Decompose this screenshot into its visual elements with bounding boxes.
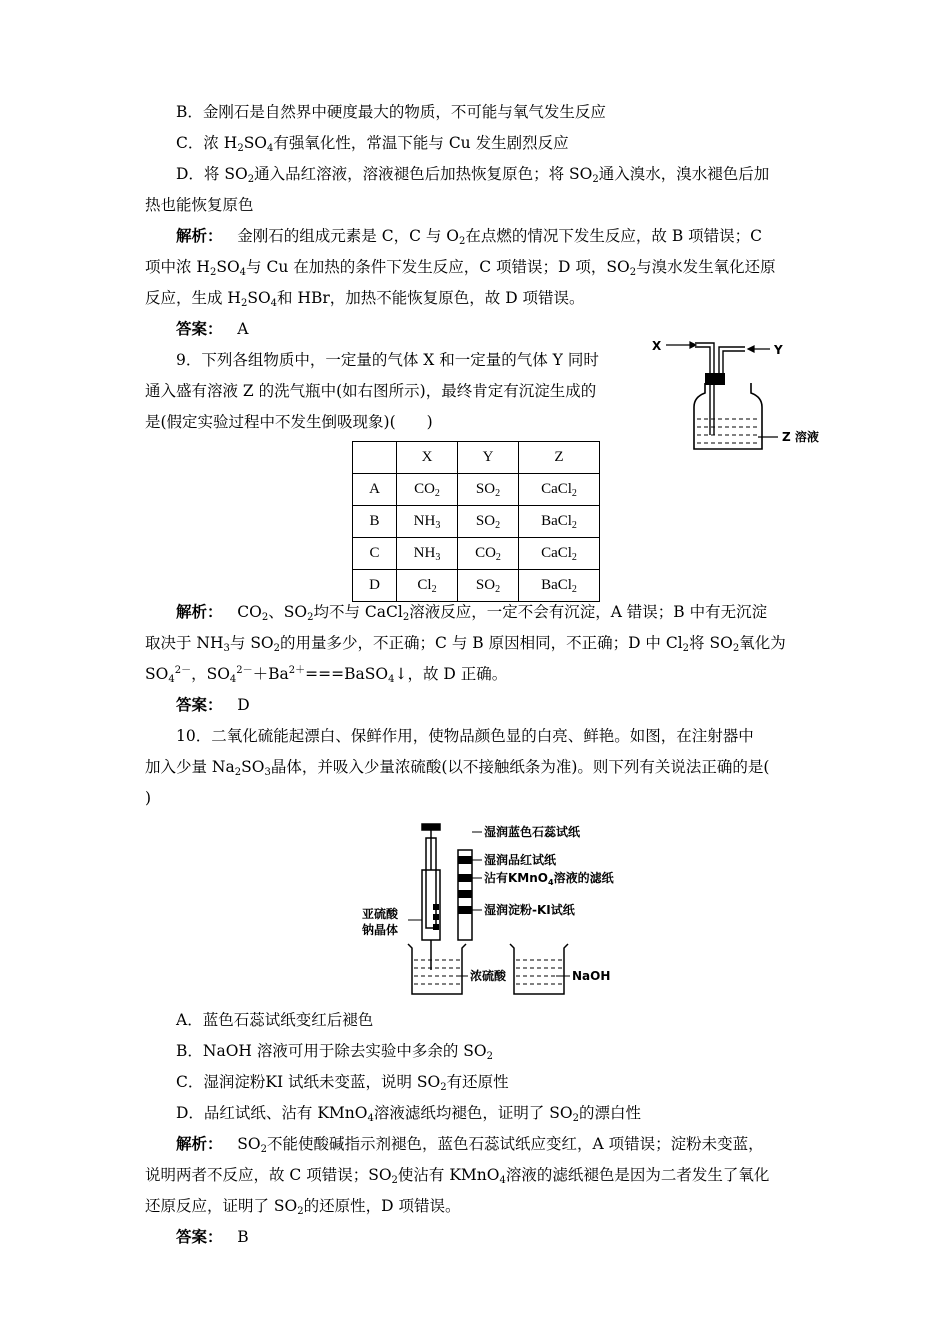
- table-cell: $SO_2$: [458, 474, 519, 506]
- q8-option-c: C．浓 $H_2SO_4$有强氧化性，常温下能与 Cu 发生剧烈反应: [176, 134, 569, 154]
- label-conc-sulfuric: 浓硫酸: [470, 969, 507, 983]
- q10-option-b: B．NaOH 溶液可用于除去实验中多余的 $SO_2$: [176, 1042, 493, 1062]
- table-cell: BaCl$_2$: [519, 506, 600, 538]
- table-header-cell: Y: [458, 442, 519, 474]
- table-cell: $Cl_2$: [397, 570, 458, 602]
- wash-bottle-figure: [650, 335, 820, 455]
- table-cell: $NH_3$: [397, 506, 458, 538]
- q10-stem-line1: 10．二氧化硫能起漂白、保鲜作用，使物品颜色显的白亮、鲜艳。如图，在注射器中: [176, 727, 754, 745]
- outlet-tube: [719, 347, 745, 383]
- q9-explanation-line2: 取决于 $NH_3$与 $SO_2$的用量多少，不正确；C 与 B 原因相同，不正确；D 中 $Cl_2$将 $SO_2$氧化为: [145, 634, 786, 654]
- q10-option-d: D．品红试纸、沾有 KMnO$_4$溶液滤纸均褪色，证明了 $SO_2$的漂白性: [176, 1104, 642, 1124]
- beaker-left: [408, 944, 466, 994]
- bottle-outline: [694, 383, 762, 449]
- q10-option-c: C．湿润淀粉KI 试纸未变蓝，说明 $SO_2$有还原性: [176, 1073, 509, 1093]
- beaker-right: [510, 944, 568, 994]
- q9-explanation: 解析： $CO_2$、$SO_2$均不与 CaCl$_2$溶液反应，一定不会有沉淀，A 错误；B 中有无沉淀: [176, 602, 768, 623]
- table-cell: A: [353, 474, 397, 506]
- label-sulfite-1: 亚硫酸: [362, 907, 399, 921]
- table-header-cell: Z: [519, 442, 600, 474]
- tube-bands: [458, 856, 472, 914]
- q10-answer: 答案： B: [176, 1227, 249, 1246]
- q9-stem-line2: 通入盛有溶液 Z 的洗气瓶中(如右图所示)，最终肯定有沉淀生成的: [145, 382, 597, 400]
- beaker-right-liquid: [516, 960, 562, 984]
- syringe-experiment-figure: [360, 820, 640, 1000]
- q8-explanation-line3: 反应，生成 $H_2SO_4$和 HBr，加热不能恢复原色，故 D 项错误。: [145, 289, 585, 309]
- label-naoh: NaOH: [572, 969, 611, 983]
- q10-explanation: 解析： $SO_2$不能使酸碱指示剂褪色，蓝色石蕊试纸应变红，A 项错误；淀粉未变蓝，: [176, 1134, 764, 1155]
- q8-option-d-cont: 热也能恢复原色: [145, 196, 254, 214]
- q8-answer: 答案： A: [176, 319, 249, 338]
- q9-answer: 答案： D: [176, 695, 250, 714]
- table-cell: CaCl$_2$: [519, 474, 600, 506]
- table-row: [353, 506, 600, 538]
- options-table: [352, 441, 600, 602]
- fig-label-x: X: [652, 339, 662, 353]
- q8-explanation: 解析： 金刚石的组成元素是 C，C 与 $O_2$在点燃的情况下发生反应，故 B 项错误；C: [176, 226, 762, 247]
- table-cell: $CO_2$: [458, 538, 519, 570]
- label-sulfite-2: 钠晶体: [362, 923, 399, 937]
- beaker-left-liquid: [414, 960, 460, 984]
- table-cell: $NH_3$: [397, 538, 458, 570]
- table-cell: BaCl$_2$: [519, 570, 600, 602]
- q10-option-a: A．蓝色石蕊试纸变红后褪色: [176, 1011, 374, 1029]
- table-row: [353, 570, 600, 602]
- table-cell: C: [353, 538, 397, 570]
- syringe: [422, 824, 440, 970]
- paper-strips: [433, 904, 439, 930]
- label-magenta-paper: 湿润品红试纸: [484, 853, 557, 867]
- table-row: [353, 474, 600, 506]
- table-header-cell: [353, 442, 397, 474]
- stopper: [705, 373, 725, 385]
- q10-stem-line2: 加入少量 $Na_2SO_3$晶体，并吸入少量浓硫酸(以不接触纸条为准)。则下列有关说法正确的是(: [145, 758, 770, 778]
- table-cell: B: [353, 506, 397, 538]
- q10-explanation-line2: 说明两者不反应，故 C 项错误；$SO_2$使沾有 KMnO$_4$溶液的滤纸褪色是因为二者发生了氧化: [145, 1166, 770, 1186]
- q10-stem-line3: ): [145, 789, 152, 807]
- label-kmno4-paper: 沾有KMnO$_4$溶液的滤纸: [484, 871, 614, 887]
- q8-explanation-line2: 项中浓 $H_2SO_4$与 Cu 在加热的条件下发生反应，C 项错误；D 项，$SO_2$与溴水发生氧化还原: [145, 258, 776, 278]
- fig-label-z: Z 溶液: [782, 430, 819, 444]
- q9-explanation-line3: $SO_4^{2-}$，$SO_4^{2-}+Ba^{2+}===BaSO_4↓$，故 D 正确。: [145, 665, 508, 685]
- fig-label-y: Y: [774, 343, 783, 357]
- q10-explanation-line3: 还原反应，证明了 $SO_2$的还原性，D 项错误。: [145, 1197, 461, 1217]
- label-starch-ki-paper: 湿润淀粉-KI试纸: [484, 903, 575, 917]
- table-cell: $SO_2$: [458, 570, 519, 602]
- q8-option-b: B．金刚石是自然界中硬度最大的物质，不可能与氧气发生反应: [176, 103, 606, 121]
- table-row: [353, 538, 600, 570]
- table-cell: $SO_2$: [458, 506, 519, 538]
- label-blue-litmus: 湿润蓝色石蕊试纸: [484, 825, 581, 839]
- q8-option-d: D．将 $SO_2$通入品红溶液，溶液褪色后加热恢复原色；将 $SO_2$通入溴水，溴水褪色后加: [176, 165, 770, 185]
- table-cell: CaCl$_2$: [519, 538, 600, 570]
- q9-stem-line1: 9．下列各组物质中，一定量的气体 X 和一定量的气体 Y 同时: [176, 351, 599, 369]
- liquid-dashes: [697, 419, 760, 443]
- q9-stem-line3: 是(假定实验过程中不发生倒吸现象)( ): [145, 413, 433, 431]
- table-cell: D: [353, 570, 397, 602]
- table-header-cell: X: [397, 442, 458, 474]
- table-cell: $CO_2$: [397, 474, 458, 506]
- table-header-row: [353, 442, 600, 474]
